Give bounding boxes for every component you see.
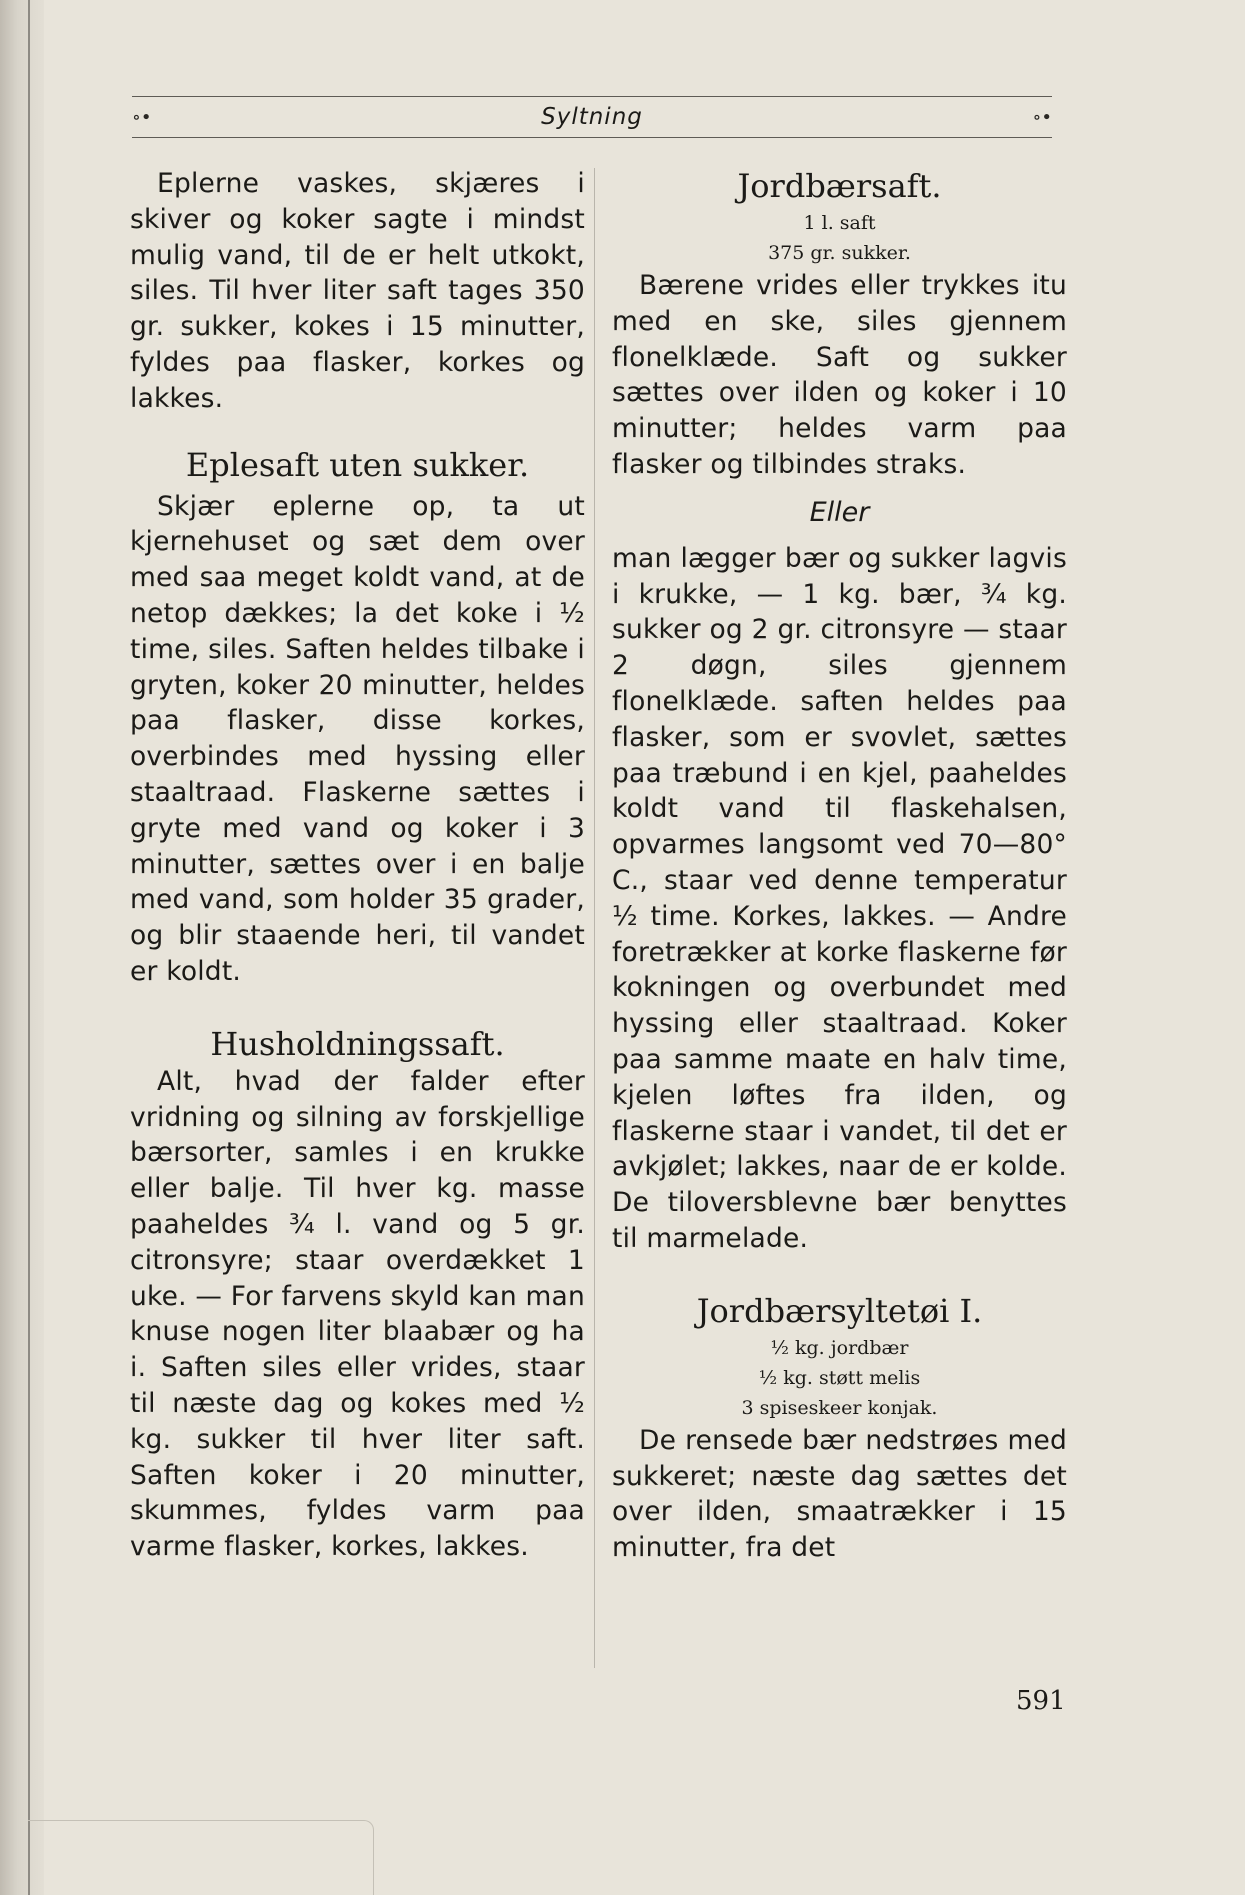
eplesaft-title: Eplesaft uten sukker. bbox=[185, 445, 530, 484]
husholdning-title: Husholdningssaft. bbox=[210, 1024, 505, 1063]
jordbaersaft-title: Jordbærsaft. bbox=[737, 167, 942, 205]
syltetoi-title: Jordbærsyltetøi I. bbox=[696, 1291, 983, 1330]
ingredient-line: 3 spiseskeer konjak. bbox=[741, 1396, 938, 1419]
right-column bbox=[612, 166, 1067, 1566]
ornament-left-icon: ∘• bbox=[132, 107, 152, 128]
book-gutter bbox=[0, 0, 44, 1895]
ingredient-line: ½ kg. jordbær bbox=[770, 1336, 909, 1359]
ingredient-line: ½ kg. støtt melis bbox=[758, 1366, 921, 1389]
page-tab-mark bbox=[28, 1820, 374, 1895]
running-header bbox=[132, 96, 1052, 138]
left-column bbox=[130, 166, 585, 1565]
intro-paragraph: Eplerne vaskes, skjæres i skiver og koker sagte i mindst mulig vand, til de er helt utkokt, siles. Til hver liter saft tages 350 gr. sukker, kokes i 15 minutter, fyldes paa flasker, korkes og lakkes. bbox=[130, 168, 585, 414]
ingredient-line: 1 l. saft bbox=[803, 212, 876, 234]
husholdning-text: Alt, hvad der falder efter vridning og silning av forskjellige bærsorter, samles i en krukke eller balje. Til hver kg. masse paaheldes ¾ l. vand og 5 gr. citronsyre; staar overdækket 1 uke. — For farvens skyld kan man knuse nogen liter blaabær og ha i. Saften siles eller vrides, staar til næste dag og kokes med ½ kg. sukker til hver liter saft. Saften koker i 20 minutter, skummes, fyldes varm paa varme flasker, korkes, lakkes. bbox=[130, 1065, 585, 1563]
syltetoi-text: De rensede bær nedstrøes med sukkeret; næste dag sættes det over ilden, smaatrækker i 15 minutter, fra det bbox=[612, 1424, 1067, 1564]
eller-text: man lægger bær og sukker lagvis i krukke, — 1 kg. bær, ¾ kg. sukker og 2 gr. citronsyre — staar 2 døgn, siles gjennem flonelklæde. saften heldes paa flasker, som er svovlet, sættes paa træbund i en kjel, paaheldes koldt vand til flaskehalsen, opvarmes langsomt ved 70—80° C., staar ved denne temperatur ½ time. Korkes, lakkes. — Andre foretrækker at korke flaskerne før kokningen og overbundet med hyssing eller staaltraad. Koker paa samme maate en halv time, kjelen løftes fra ilden, og flaskerne staar i vandet, til det er avkjølet; lakkes, naar de er kolde. De tiloversblevne bær benyttes til marmelade. bbox=[612, 542, 1067, 1254]
column-divider bbox=[594, 168, 595, 1668]
ingredient-line: 375 gr. sukker. bbox=[768, 242, 911, 264]
eller-label: Eller bbox=[809, 496, 870, 528]
header-title: Syltning bbox=[541, 104, 643, 130]
eplesaft-text: Skjær eplerne op, ta ut kjernehuset og sæt dem over med saa meget koldt vand, at de netop dækkes; la det koke i ½ time, siles. Saften heldes tilbake i gryten, koker 20 minutter, heldes paa flasker, disse korkes, overbindes med hyssing eller staaltraad. Flaskerne sættes i gryte med vand og koker i 3 minutter, sættes over i en balje med vand, som holder 35 grader, og blir staaende heri, til vandet er koldt. bbox=[130, 490, 585, 987]
gutter-line bbox=[28, 0, 30, 1895]
jordbaersaft-text: Bærene vrides eller trykkes itu med en ske, siles gjennem flonelklæde. Saft og sukker sættes over ilden og koker i 10 minutter; heldes varm paa flasker og tilbindes straks. bbox=[612, 270, 1067, 480]
ornament-right-icon: ∘• bbox=[1032, 107, 1052, 128]
page-number: 591 bbox=[1016, 1686, 1066, 1716]
